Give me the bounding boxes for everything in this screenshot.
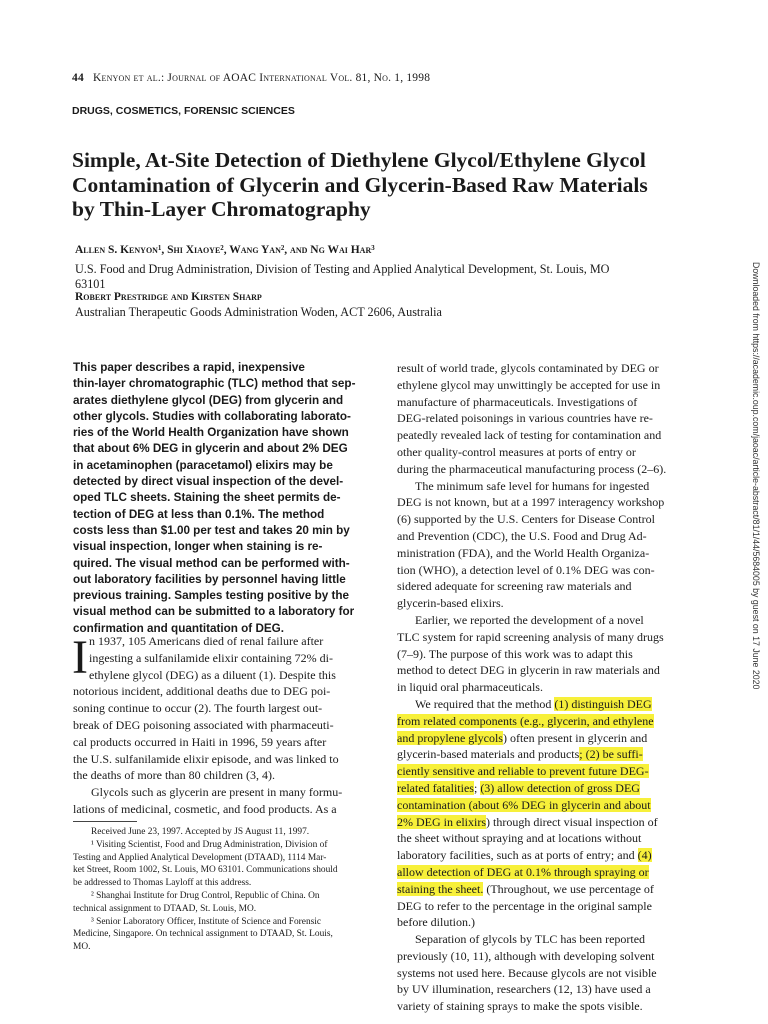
body-line: systems not used here. Because glycols are not visible [397,965,657,980]
abstract-line: in acetaminophen (paracetamol) elixirs may be [73,458,333,472]
body-line [397,847,702,864]
abstract-line: arates diethylene glycol (DEG) from glycerin and [73,393,344,407]
highlighted-text: (1) distinguish DEG [554,696,652,711]
abstract-line: oped TLC sheets. Staining the sheet permits de- [73,491,341,505]
abstract-line: ries of the World Health Organization have shown [73,426,349,440]
text-run: ) through direct visual inspection of [486,814,658,829]
body-line: other quality-control measures at ports of entry or [397,444,636,459]
text-run: glycerin-based materials and products [397,747,580,762]
body-line: ministration (FDA), and the World Health Organiza- [397,545,650,560]
body-line: The minimum safe level for humans for ingested [415,478,650,493]
journal-citation: Kenyon et al.: Journal of AOAC International Vol. 81, No. 1, 1998 [92,72,431,84]
footnote-line: ² Shanghai Institute for Drug Control, Republic of China. On [91,890,320,901]
body-line: break of DEG poisoning associated with pharmaceuti- [73,717,334,732]
abstract-line: detected by direct visual inspection of the devel- [73,475,344,489]
title-line: by Thin-Layer Chromatography [72,197,371,221]
article-title [72,148,712,222]
abstract-line: quired. The visual method can be performed with- [73,556,350,570]
body-line: lations of medicinal, cosmetic, and food products. As a [73,801,337,816]
body-line: cal products occurred in Haiti in 1996, 59 years after [73,734,327,749]
body-line: soning continue to occur (2). The fourth largest out- [73,701,323,716]
body-line: DEG to refer to the percentage in the original sample [397,898,652,913]
body-line: tion (WHO), a detection level of 0.1% DEG was con- [397,562,655,577]
abstract-line: thin-layer chromatographic (TLC) method that sep- [73,377,356,391]
body-line: peatedly revealed lack of testing for contamination and [397,428,662,443]
footnote-line: be addressed to Thomas Layloff at this address. [73,878,252,889]
page-number: 44 [72,72,84,84]
footnote-line: MO. [73,942,91,953]
body-line: (6) supported by the U.S. Centers for Disease Control [397,512,655,527]
body-line: variety of staining sprays to make the spots visible. [397,999,643,1014]
highlighted-text: ; (2) be suffi- [579,747,643,762]
body-line: n 1937, 105 Americans died of renal failure after [89,634,324,648]
body-line: method to detect DEG in glycerin in raw materials and [397,663,660,678]
abstract-line: previous training. Samples testing positive by the [73,589,350,603]
text-run: We required that the method [415,696,555,711]
body-line: ingesting a sulfanilamide elixir containing 72% di- [89,650,333,665]
body-line: previously (10, 11), although with developing solvent [397,948,655,963]
highlighted-text: 2% DEG in elixirs [397,814,486,829]
download-notice: Downloaded from https://academic.oup.com/jaoac/article-abstract/81/1/44/5684005 by guest on 17 June 2020 [751,262,761,690]
abstract [73,360,375,637]
text-run: ) often present in glycerin and [502,730,648,745]
abstract-line: visual method can be submitted to a laboratory for [73,605,355,619]
body-line: before dilution.) [397,915,475,930]
footnote-rule [73,821,137,822]
body-line: (7–9). The purpose of this work was to adapt this [397,646,633,661]
abstract-line: costs less than $1.00 per test and takes 20 min by [73,523,350,537]
highlighted-text: ciently sensitive and reliable to prevent future DEG- [397,764,649,779]
body-line: manufacture of pharmaceuticals. Investigations of [397,394,638,409]
body-line [397,763,702,780]
body-line: Glycols such as glycerin are present in many formu- [91,785,343,800]
abstract-line: This paper describes a rapid, inexpensive [73,361,305,374]
body-line: ethylene glycol may unwittingly be accepted for use in [397,377,661,392]
highlighted-text: contamination (about 6% DEG in glycerin and about [397,797,651,812]
highlighted-text: from related components (e.g., glycerin, and ethylene [397,713,654,728]
abstract-line: other glycols. Studies with collaborating laborato- [73,409,351,423]
body-line: Earlier, we reported the development of a novel [415,612,644,627]
body-line [397,730,702,747]
body-line [397,864,702,881]
affiliation-1-line: U.S. Food and Drug Administration, Division of Testing and Applied Analytical Development, St. Louis, MO [75,262,610,276]
body-line: the sheet without spraying and at locations without [397,831,642,846]
body-line [397,780,702,797]
body-line: glycerin-based elixirs. [397,596,504,611]
body-line [397,713,702,730]
footnote-line: Medicine, Singapore. On technical assignment to DTAAD, St. Louis, [73,929,333,940]
body-line: DEG is not known, but at a 1997 interagency workshop [397,495,665,510]
intro-paragraphs [73,633,375,818]
right-column [397,360,702,1015]
author-list-1: Allen S. Kenyon¹, Shi Xiaoye², Wang Yan², and Ng Wai Har³ [75,244,375,256]
footnotes [73,826,375,954]
affiliation-1-line: 63101 [75,277,106,291]
abstract-line: visual inspection, longer when staining is re- [73,540,323,554]
body-line: TLC system for rapid screening analysis of many drugs [397,629,664,644]
author-list-2: Robert Prestridge and Kirsten Sharp [75,291,262,303]
body-line: during the pharmaceutical manufacturing process (2–6). [397,461,667,476]
body-line: the U.S. sulfanilamide elixir episode, and was linked to [73,751,339,766]
title-line: Simple, At-Site Detection of Diethylene Glycol/Ethylene Glycol [72,148,646,172]
text-run: laboratory facilities, such as at ports of entry; and [397,848,638,863]
body-line: the deaths of more than 80 children (3, 4). [73,768,275,783]
body-line: ethylene glycol (DEG) as a diluent (1). Despite this [89,667,336,682]
highlighted-text: staining the sheet. [397,881,484,896]
highlighted-text: (4) [637,848,652,863]
body-line [397,746,702,763]
body-line: by UV illumination, researchers (12, 13) have used a [397,982,651,997]
body-line: in liquid oral pharmaceuticals. [397,680,543,695]
footnote-line: ³ Senior Laboratory Officer, Institute of Science and Forensic [91,916,322,927]
body-line [397,881,702,898]
footnote-line: ¹ Visiting Scientist, Food and Drug Administration, Division of [91,839,328,850]
body-line: result of world trade, glycols contaminated by DEG or [397,361,659,375]
footnote-line: Received June 23, 1997. Accepted by JS August 11, 1997. [91,827,310,837]
body-line [397,696,702,713]
highlighted-text: (3) allow detection of gross DEG [480,780,640,795]
abstract-line: tection of DEG at less than 0.1%. The method [73,507,325,521]
body-line: DEG-related poisonings in various countries have re- [397,411,653,426]
body-line [397,814,702,831]
body-line [397,797,702,814]
text-run: (Throughout, we use percentage of [483,881,654,896]
running-header [72,72,430,84]
footnote-line: ket Street, Room 1002, St. Louis, MO 63101. Communications should [73,865,338,876]
highlighted-text: allow detection of DEG at 0.1% through spraying or [397,864,649,879]
highlighted-text: related fatalities [397,780,474,795]
body-line: and Prevention (CDC), the U.S. Food and Drug Ad- [397,528,647,543]
abstract-line: confirmation and quantitation of DEG. [73,621,285,635]
title-line: Contamination of Glycerin and Glycerin-Based Raw Materials [72,172,648,197]
body-line: Separation of glycols by TLC has been reported [415,932,646,947]
abstract-line: out laboratory facilities by personnel having little [73,572,346,586]
drop-cap: I [72,631,88,684]
abstract-line: that about 6% DEG in glycerin and about 2% DEG [73,442,348,456]
footnote-line: technical assignment to DTAAD, St. Louis, MO. [73,903,257,914]
body-line: sidered adequate for screening raw materials and [397,579,632,594]
affiliation-2: Australian Therapeutic Goods Administration Woden, ACT 2606, Australia [75,305,442,319]
highlighted-text: and propylene glycols [397,730,503,745]
section-label: DRUGS, COSMETICS, FORENSIC SCIENCES [72,105,295,117]
text-run: ; [473,780,481,795]
footnote-line: Testing and Applied Analytical Development (DTAAD), 1114 Mar- [73,852,327,863]
body-line: notorious incident, additional deaths due to DEG poi- [73,684,331,699]
